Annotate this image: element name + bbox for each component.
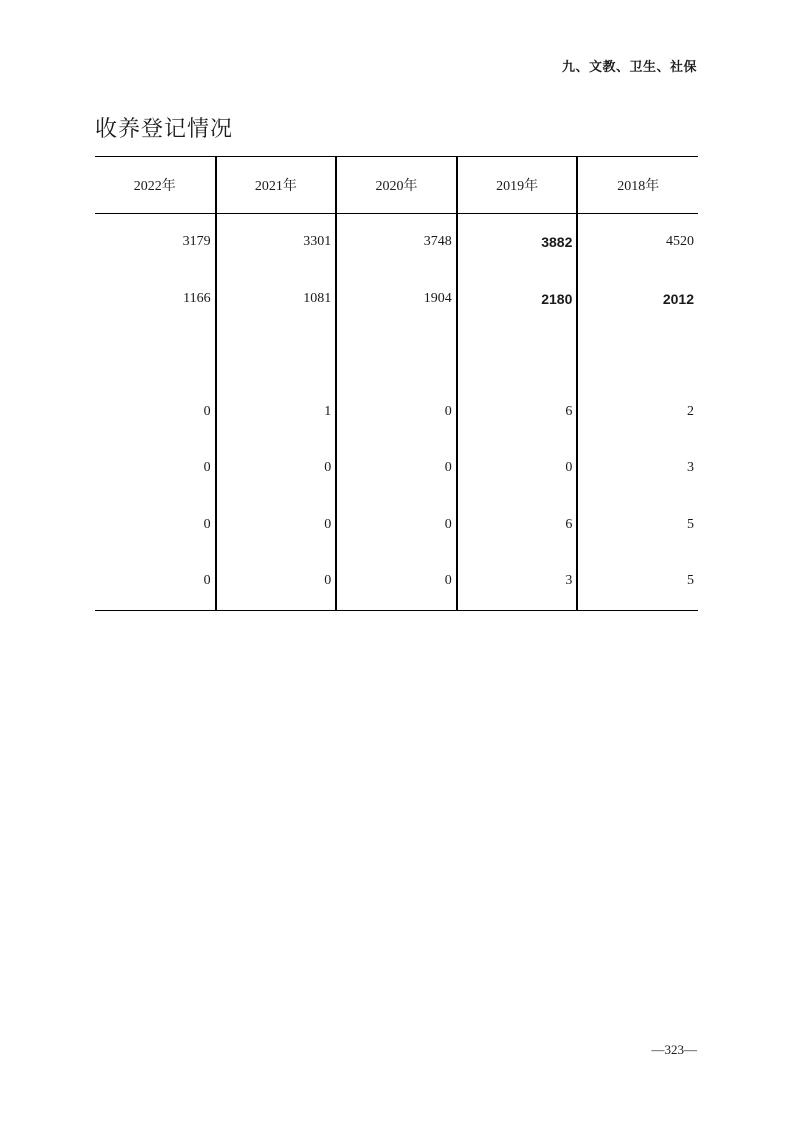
- table-row: [95, 214, 698, 271]
- column-header-2018: 2018年: [577, 157, 698, 214]
- table-cell: 5: [577, 497, 698, 554]
- table-row: [95, 327, 698, 384]
- table-cell: 3: [457, 553, 578, 610]
- table-cell: 3301: [216, 214, 337, 271]
- table-cell: 3: [577, 440, 698, 497]
- table-cell: [577, 327, 698, 384]
- table-cell: [457, 327, 578, 384]
- table-cell: 0: [457, 440, 578, 497]
- table-cell: 3179: [182, 234, 211, 250]
- table-cell: 6: [457, 497, 578, 554]
- column-header-2019: 2019年: [457, 157, 578, 214]
- table-cell: 6: [457, 384, 578, 441]
- table-cell: 5: [577, 553, 698, 610]
- column-header-2020: 2020年: [336, 157, 457, 214]
- table-cell: 4520: [577, 214, 698, 271]
- table-cell: 2012: [577, 271, 698, 328]
- table-cell: [336, 327, 457, 384]
- table-cell: [95, 327, 216, 384]
- table-cell: 0: [336, 384, 457, 441]
- table-cell: 0: [336, 553, 457, 610]
- column-header-2022: 2022年: [95, 157, 216, 214]
- table-cell: 0: [203, 516, 211, 532]
- table-cell: 1904: [336, 271, 457, 328]
- table-cell: 0: [216, 497, 337, 554]
- table-cell: [216, 327, 337, 384]
- table-cell: 2: [577, 384, 698, 441]
- table-cell: 3882: [457, 214, 578, 271]
- page-title: 收养登记情况: [95, 117, 234, 142]
- table-cell: 1166: [183, 290, 211, 306]
- table-row: [95, 271, 698, 328]
- table-cell: 0: [95, 553, 216, 610]
- table-cell: 3748: [336, 214, 457, 271]
- page-number: —323—: [651, 1042, 697, 1057]
- table-row: [95, 497, 698, 554]
- table-row: [95, 384, 698, 441]
- column-header-2021: 2021年: [216, 157, 337, 214]
- table-cell: 1081: [216, 271, 337, 328]
- table-row: [95, 553, 698, 610]
- table-cell: 0: [336, 440, 457, 497]
- data-table: [95, 156, 698, 611]
- table-cell: 1: [216, 384, 337, 441]
- table-cell: 0: [216, 553, 337, 610]
- running-head: 九、文教、卫生、社保: [561, 60, 697, 75]
- table-cell: 0: [336, 497, 457, 554]
- table-cell: 2180: [457, 271, 578, 328]
- table-cell: 0: [203, 460, 211, 476]
- table-cell: 0: [203, 403, 211, 419]
- table-cell: 0: [216, 440, 337, 497]
- header-row: [95, 157, 698, 214]
- table-row: [95, 440, 698, 497]
